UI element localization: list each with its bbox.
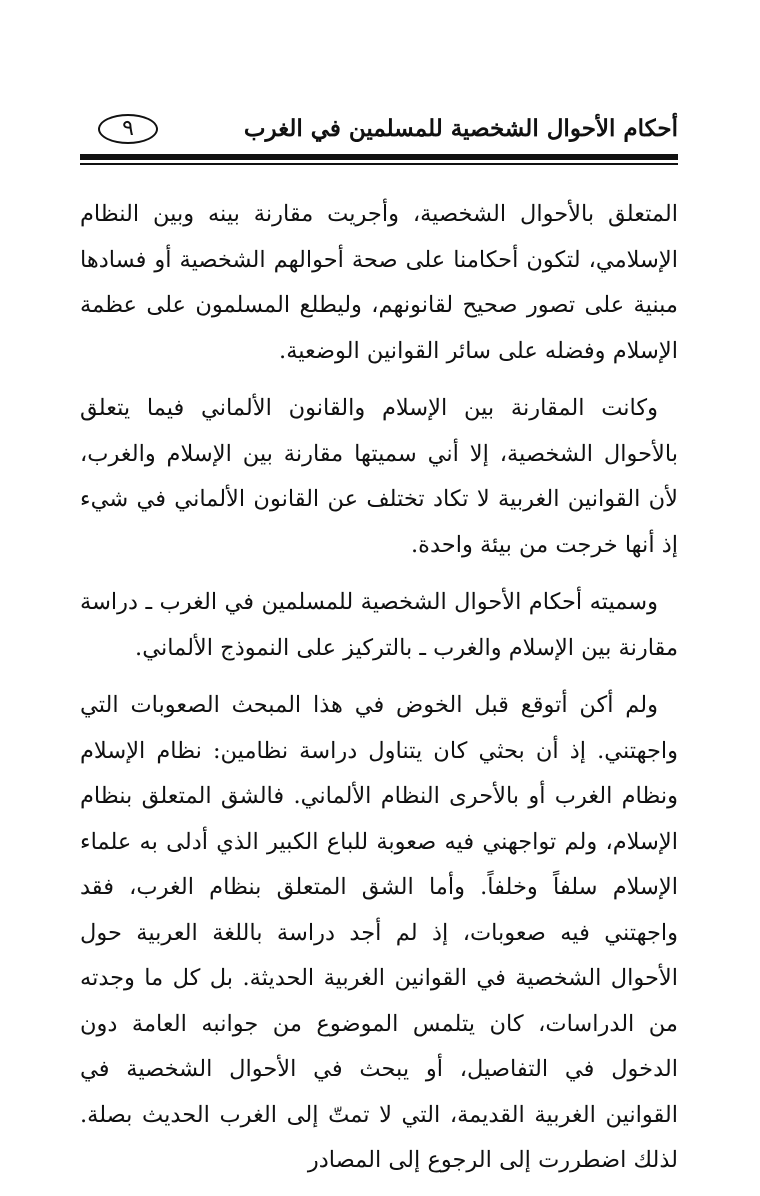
page-header — [80, 100, 678, 168]
page-number: ٩ — [98, 114, 158, 144]
paragraph: المتعلق بالأحوال الشخصية، وأجريت مقارنة بينه وبين النظام الإسلامي، لتكون أحكامنا على صحة أحوالهم الشخصية أو فسادها مبنية على تصور صحيح لقانونهم، وليطلع المسلمون على عظمة الإسلام وفضله على سائر القوانين الوضعية. — [80, 201, 678, 364]
header-rule-thin — [80, 163, 678, 165]
paragraph: ولم أكن أتوقع قبل الخوض في هذا المبحث الصعوبات التي واجهتني. إذ أن بحثي كان يتناول دراسة نظامين: نظام الإسلام ونظام الغرب أو بالأحرى النظام الألماني. فالشق المتعلق بنظام الإسلام، ولم تواجهني فيه صعوبة للباع الكبير الذي أدلى به علماء الإسلام سلفاً وخلفاً. وأما الشق المتعلق بنظام الغرب، فقد واجهتني فيه صعوبات، إذ لم أجد دراسة باللغة العربية حول الأحوال الشخصية في القوانين الغربية الحديثة. بل كل ما وجدته من الدراسات، كان يتلمس الموضوع من جوانبه العامة دون الدخول في التفاصيل، أو يبحث في الأحوال الشخصية في القوانين الغربية القديمة، التي لا تمتّ إلى الغرب الحديث بصلة. لذلك اضطررت إلى الرجوع إلى المصادر — [80, 692, 678, 1173]
paragraph: وسميته أحكام الأحوال الشخصية للمسلمين في الغرب ـ دراسة مقارنة بين الإسلام والغرب ـ بالتركيز على النموذج الألماني. — [80, 589, 678, 661]
running-title: أحكام الأحوال الشخصية للمسلمين في الغرب — [243, 115, 678, 142]
header-rule-thick — [80, 154, 678, 160]
paragraph: وكانت المقارنة بين الإسلام والقانون الألماني فيما يتعلق بالأحوال الشخصية، إلا أني سميتها مقارنة بين الإسلام والغرب، لأن القوانين الغربية لا تكاد تختلف عن القانون الألماني في شيء إذ أنها خرجت من بيئة واحدة. — [80, 395, 678, 558]
body-text — [80, 192, 678, 1196]
